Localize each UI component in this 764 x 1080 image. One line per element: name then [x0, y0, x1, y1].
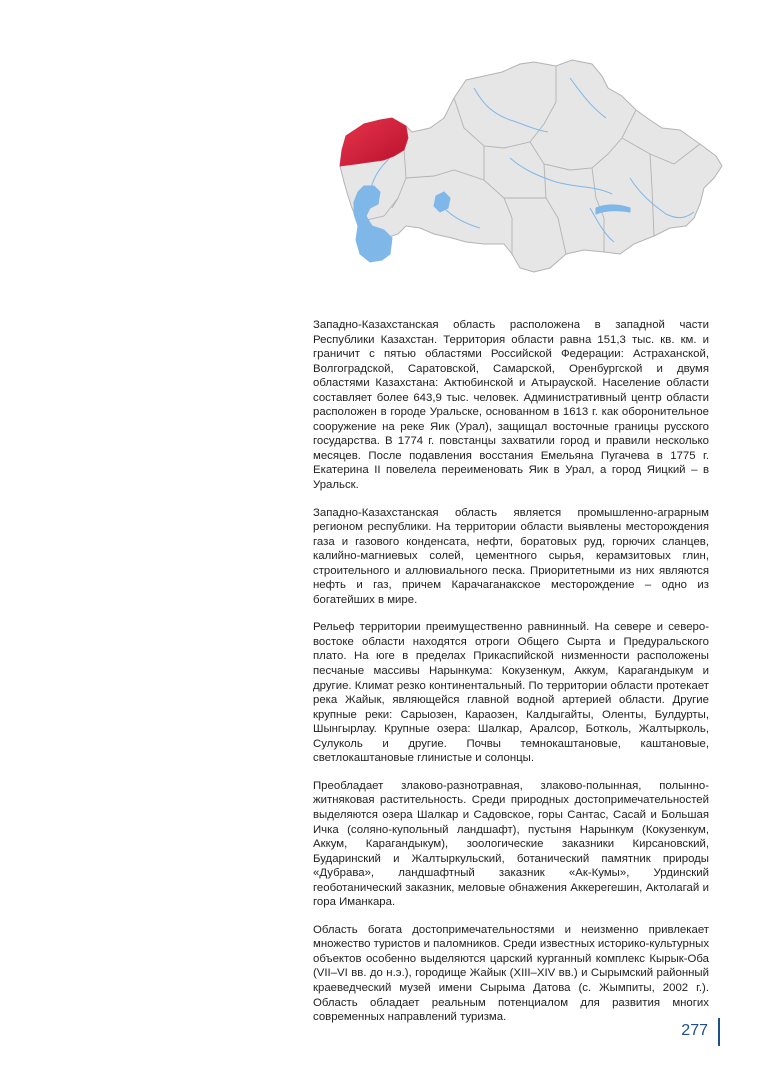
paragraph-intro: Западно-Казахстанская область расположена в западной части Республики Казахстан. Территория области равна 151,3 тыс. кв. км. и граничит с пятью областями Российской Федерации: Астраханской, Волгоградской, Саратовской, Самарской, Оренбургской и двумя областями Казахстана: Актюбинской и Атырауской. Население области составляет более 643,9 тыс. человек. Административный центр области расположен в городе Уральске, основанном в 1613 г. как оборонительное сооружение на реке Яик (Урал), защищал восточные границы русского государства. В 1774 г. повстанцы захватили город и правили несколько месяцев. После подавления восстания Емельяна Пугачева в 1775 г. Екатерина II повелела переименовать Яик в Урал, а город Яицкий – в Уральск.: [313, 319, 709, 492]
article-body: [313, 318, 709, 1038]
paragraph-economy: Западно-Казахстанская область является промышленно-аграрным регионом республики. На территории области выявлены месторождения газа и газового конденсата, нефти, боратовых руд, горючих сланцев, калийно-магниевых солей, цементного сырья, керамзитовых глин, строительного и аллювиального песка. Приоритетными из них являются нефть и газ, причем Карачаганакское месторождение – одно из богатейших в мире.: [313, 506, 709, 606]
page-number-rule: [718, 1018, 720, 1046]
page-number: 277: [681, 1022, 708, 1039]
country-shape: [340, 60, 722, 272]
paragraph-nature: Преобладает злаково-разнотравная, злаково-полынная, полынно-житняковая растительность. Среди природных достопримечательностей выделяются озера Шалкар и Садовское, горы Сантас, Сасай и Большая Ичка (соляно-купольный ландшафт), пустыня Нарынкум (Кокузенкум, Аккум, Карагандыкум), зоологические заказники Кирсановский, Бударинский и Жалтыркульский, ботанический памятник природы «Дубрава», ландшафтный заказник «Ак-Кумы», Урдинский геоботанический заказник, меловые обнажения Аккерегешин, Актолагай и гора Иманкара.: [313, 779, 709, 909]
paragraph-relief: Рельеф территории преимущественно равнинный. На севере и северо-востоке области находятся отроги Общего Сырта и Предуральского плато. На юге в пределах Прикаспийской низменности расположены песчаные массивы Нарынкума: Кокузенкум, Аккум, Карагандыкум и другие. Климат резко континентальный. По территории области протекает река Жайык, являющейся главной водной артерией области. Другие крупные реки: Сарыозен, Караозен, Калдыгайты, Оленты, Булдурты, Шынгырлау. Крупные озера: Шалкар, Аралсор, Ботколь, Жалтырколь, Сулуколь и другие. Почвы темнокаштановые, каштановые, светлокаштановые глинистые и солонцы.: [313, 621, 709, 765]
paragraph-tourism: Область богата достопримечательностями и неизменно привлекает множество туристов и паломников. Среди известных историко-культурных объектов особенно выделяются царский курганный комплекс Кырык-Оба (VII–VI вв. до н.э.), городище Жайык (XIII–XIV вв.) и Сырымский районный краеведческий музей имени Сырыма Датова (с. Жымпиты, 2002 г.). Область обладает реальным потенциалом для развития многих современных направлений туризма.: [313, 923, 710, 1024]
kazakhstan-region-map: [334, 58, 724, 276]
